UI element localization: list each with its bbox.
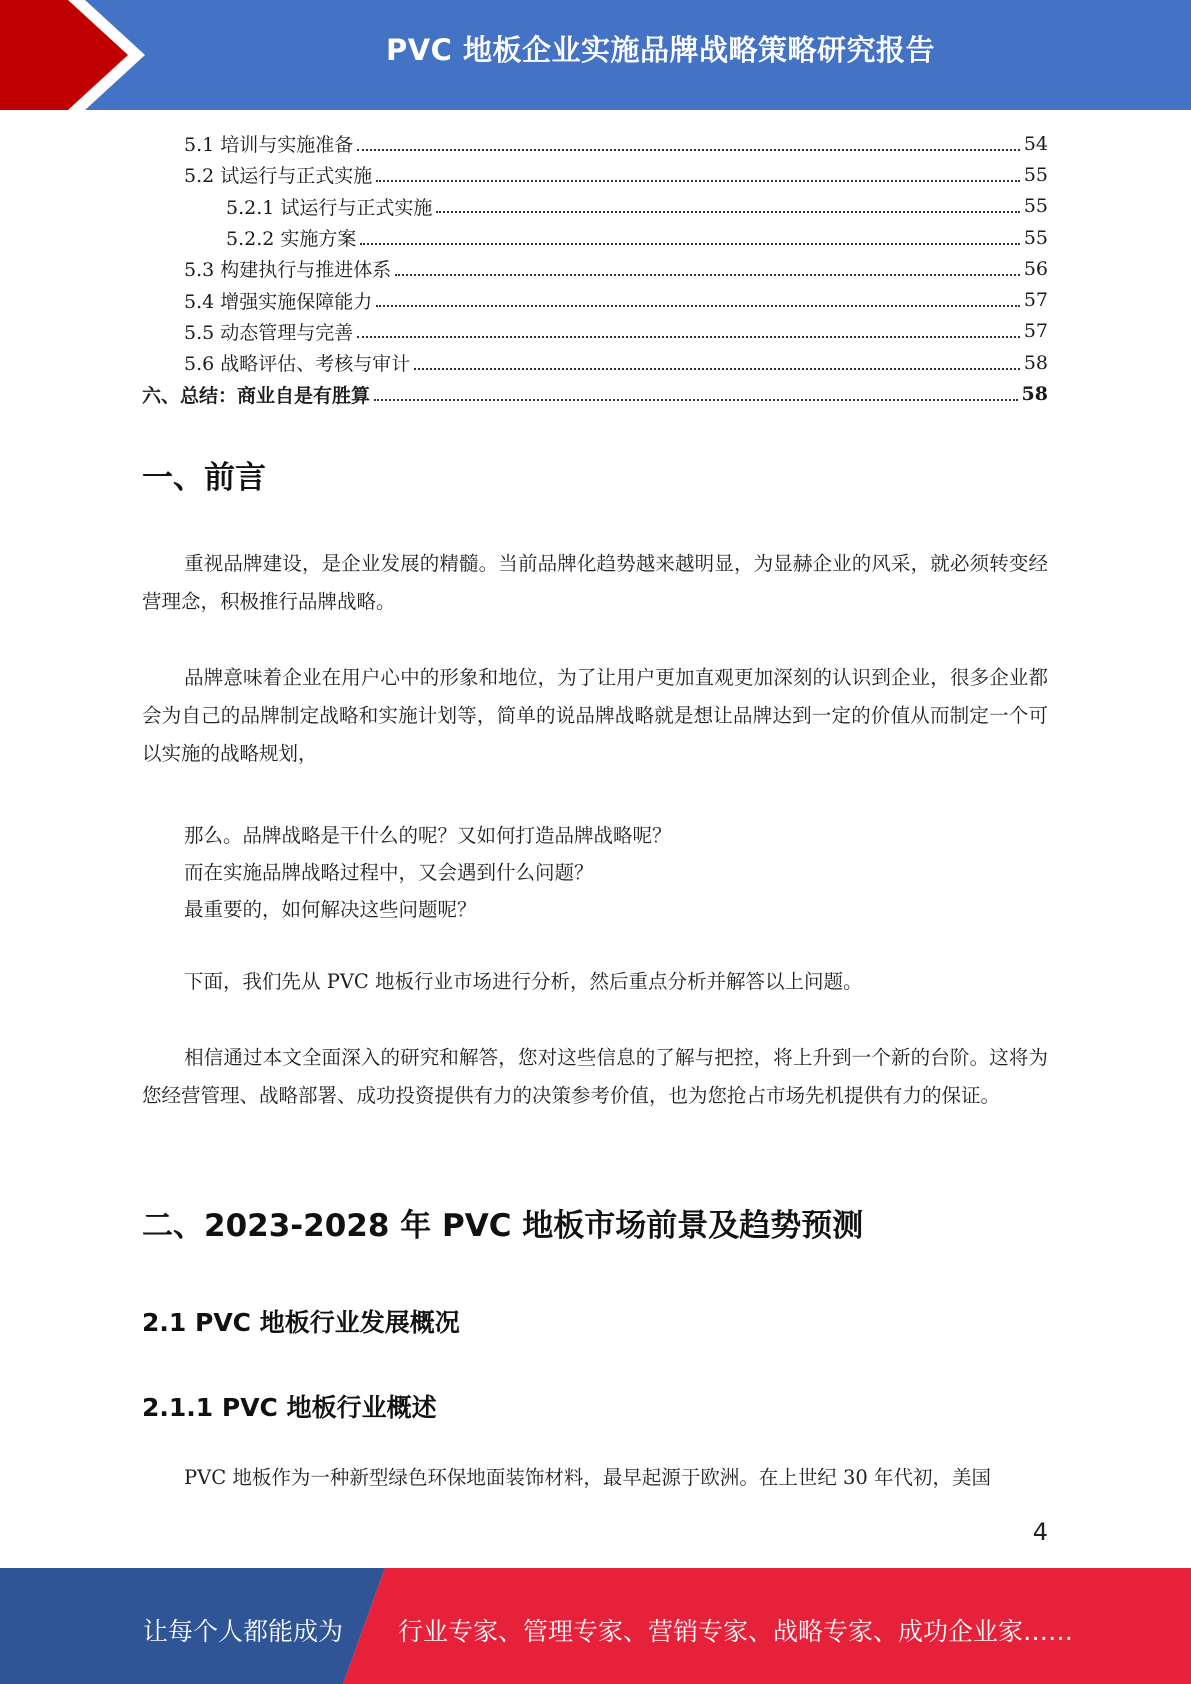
toc-entry[interactable] xyxy=(142,128,1048,159)
toc-entry-page: 54 xyxy=(1023,132,1048,155)
toc-entry-page: 55 xyxy=(1023,163,1048,186)
toc-leader-dots xyxy=(357,336,1020,338)
toc-entry-label: 5.1 培训与实施准备 xyxy=(184,130,355,157)
table-of-contents xyxy=(142,128,1048,410)
toc-entry-page: 58 xyxy=(1021,383,1048,406)
toc-entry-label: 六、总结：商业自是有胜算 xyxy=(142,381,372,408)
toc-leader-dots xyxy=(395,274,1020,276)
toc-leader-dots xyxy=(374,399,1018,401)
toc-entry-label: 5.5 动态管理与完善 xyxy=(184,318,355,345)
toc-entry-label: 5.3 构建执行与推进体系 xyxy=(184,255,393,282)
toc-entry[interactable] xyxy=(142,159,1048,190)
paragraph: 下面，我们先从 PVC 地板行业市场进行分析，然后重点分析并解答以上问题。 xyxy=(184,970,863,993)
paragraph: 品牌意味着企业在用户心中的形象和地位，为了让用户更加直观更加深刻的认识到企业，很多企业都会为自己的品牌制定战略和实施计划等，简单的说品牌战略就是想让品牌达到一定的价值从而制定一个可以实施的战略规划， xyxy=(142,666,1048,765)
toc-entry[interactable] xyxy=(142,347,1048,378)
footer-slogan-left: 让每个人都能成为 xyxy=(143,1617,344,1646)
toc-entry-label: 5.2.2 实施方案 xyxy=(226,224,358,251)
toc-entry-page: 58 xyxy=(1023,351,1048,374)
question-line: 而在实施品牌战略过程中，又会遇到什么问题？ xyxy=(184,861,594,884)
question-line: 最重要的，如何解决这些问题呢？ xyxy=(184,898,477,921)
paragraph: PVC 地板作为一种新型绿色环保地面装饰材料，最早起源于欧洲。在上世纪 30 年代初，美国 xyxy=(184,1466,992,1489)
page-footer xyxy=(0,1568,1191,1684)
toc-leader-dots xyxy=(357,149,1020,151)
section-heading-preface: 一、前言 xyxy=(142,460,266,496)
toc-leader-dots xyxy=(376,305,1020,307)
subsection-heading: 2.1.1 PVC 地板行业概述 xyxy=(142,1393,437,1422)
toc-entry[interactable] xyxy=(142,191,1048,222)
toc-entry[interactable] xyxy=(142,316,1048,347)
toc-entry-page: 55 xyxy=(1023,226,1048,249)
subsection-heading: 2.1 PVC 地板行业发展概况 xyxy=(142,1308,460,1337)
header-arrow-decoration xyxy=(0,0,160,110)
page-number: 4 xyxy=(1032,1518,1048,1546)
toc-entry-page: 56 xyxy=(1023,257,1048,280)
paragraph: 相信通过本文全面深入的研究和解答，您对这些信息的了解与把控，将上升到一个新的台阶。这将为您经营管理、战略部署、成功投资提供有力的决策参考价值，也为您抢占市场先机提供有力的保证。 xyxy=(142,1046,1048,1107)
toc-entry[interactable] xyxy=(142,253,1048,284)
toc-entry[interactable] xyxy=(142,222,1048,253)
toc-entry-page: 57 xyxy=(1023,320,1048,343)
toc-entry[interactable] xyxy=(142,284,1048,315)
toc-entry[interactable] xyxy=(142,378,1048,409)
question-line: 那么。品牌战略是干什么的呢？又如何打造品牌战略呢？ xyxy=(184,824,672,847)
toc-entry-label: 5.4 增强实施保障能力 xyxy=(184,287,374,314)
toc-entry-page: 55 xyxy=(1023,195,1048,218)
toc-leader-dots xyxy=(436,211,1019,213)
toc-entry-label: 5.2.1 试运行与正式实施 xyxy=(226,193,434,220)
toc-leader-dots xyxy=(414,368,1020,370)
page-header xyxy=(0,0,1191,110)
section-heading-market: 二、2023-2028 年 PVC 地板市场前景及趋势预测 xyxy=(142,1208,864,1244)
toc-entry-page: 57 xyxy=(1023,289,1048,312)
toc-entry-label: 5.2 试运行与正式实施 xyxy=(184,161,374,188)
footer-slogan-right: 行业专家、管理专家、营销专家、战略专家、成功企业家…… xyxy=(398,1617,1074,1646)
toc-leader-dots xyxy=(376,180,1020,182)
paragraph: 重视品牌建设，是企业发展的精髓。当前品牌化趋势越来越明显，为显赫企业的风采，就必须转变经营理念，积极推行品牌战略。 xyxy=(142,552,1048,613)
toc-entry-label: 5.6 战略评估、考核与审计 xyxy=(184,349,412,376)
toc-leader-dots xyxy=(360,243,1019,245)
report-title: PVC 地板企业实施品牌战略策略研究报告 xyxy=(385,33,936,67)
